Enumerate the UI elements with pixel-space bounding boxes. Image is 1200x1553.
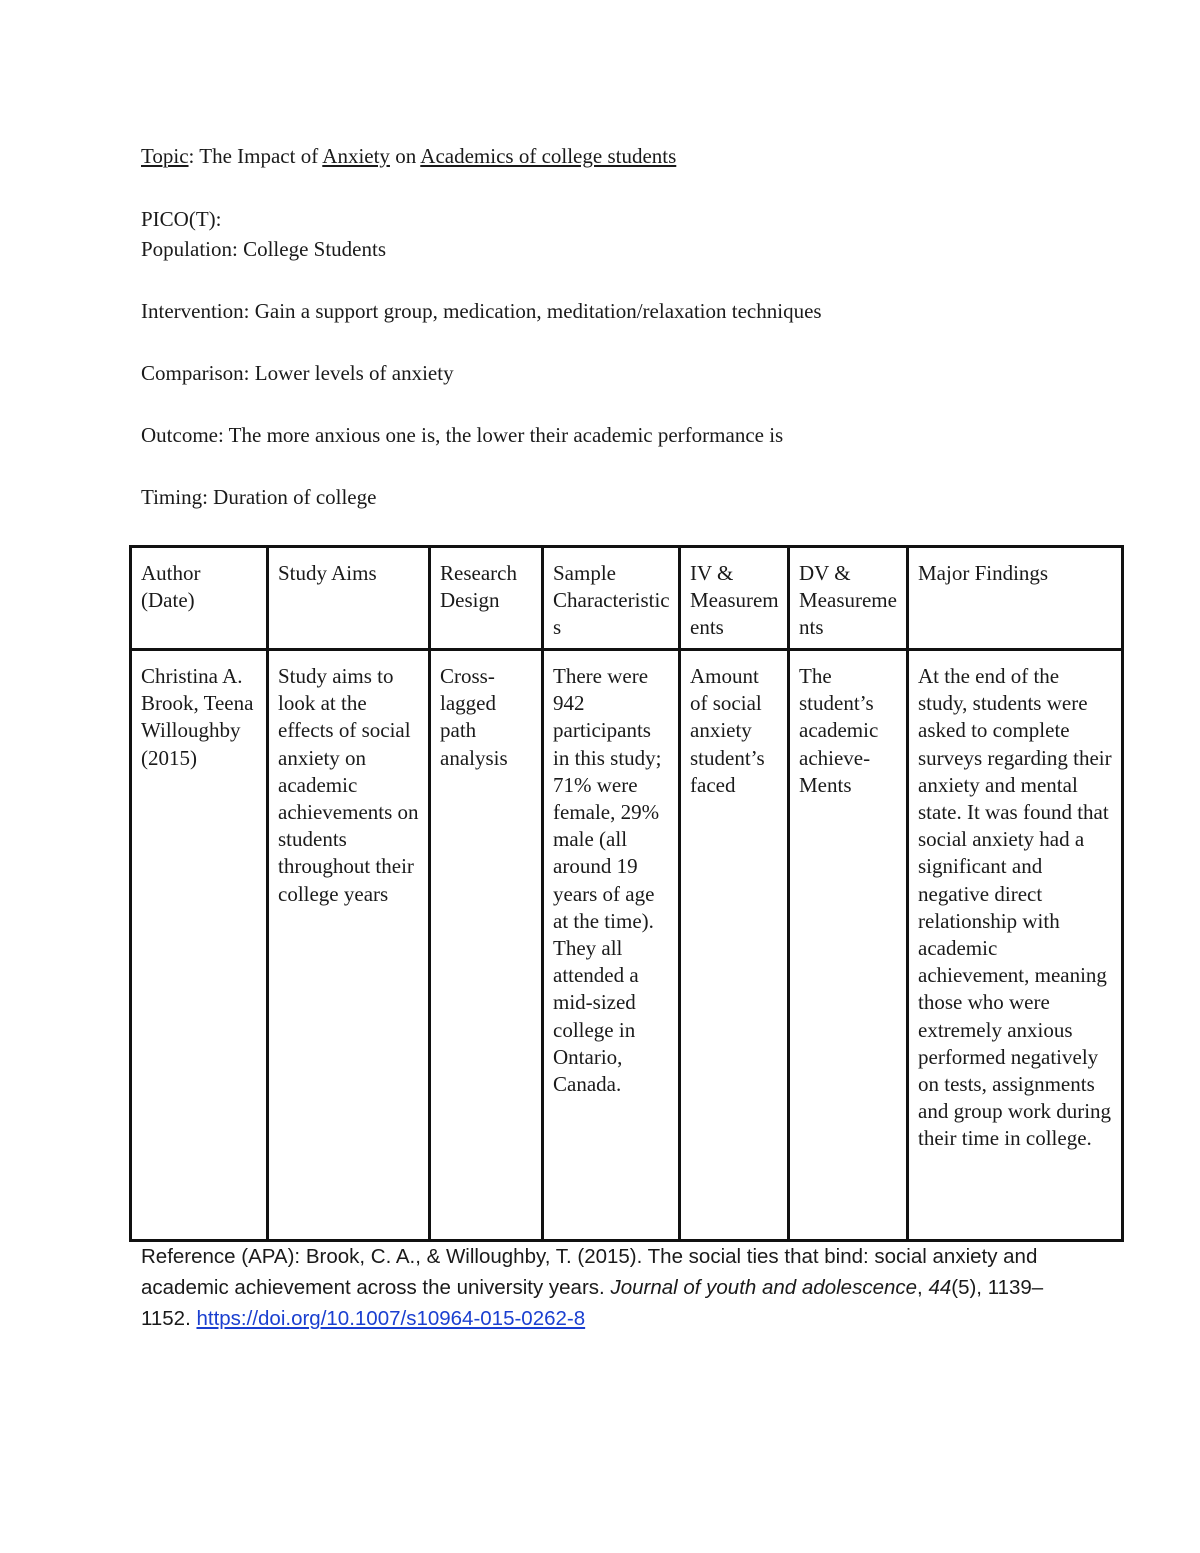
doi-link[interactable]: https://doi.org/10.1007/s10964-015-0262-8 <box>196 1307 586 1330</box>
cell-sample-characteristics: There were 942 participants in this study; 71% were female, 29% male (all around 19 years of age at the time). They all attended a mid-sized college in Ontario, Canada. <box>543 650 680 1241</box>
reference-text: Reference (APA): Brook, C. A., & Willoughby, T. (2015). The social ties that bind: social anxiety and academic achievement across the university years. <box>141 1245 1038 1299</box>
cell-study-aims: Study aims to look at the effects of social anxiety on academic achievements on students throughout their college years <box>268 650 430 1241</box>
topic-on: on <box>389 144 421 168</box>
header-research-design: Research Design <box>430 547 543 650</box>
cell-iv-measurements: Amount of social anxiety student’s faced <box>680 650 789 1241</box>
topic-academics: Academics of college students <box>420 144 677 168</box>
outcome-line: Outcome: The more anxious one is, the lower their academic performance is <box>141 423 784 447</box>
cell-author: Christina A. Brook, Teena Willoughby (2015) <box>131 650 268 1241</box>
literature-table <box>129 545 1124 1242</box>
cell-major-findings: At the end of the study, students were asked to complete surveys regarding their anxiety and mental state. It was found that social anxiety had a significant and negative direct relationship with academic achievement, meaning those who were extremely anxious performed negatively on tests, assignments and group work during their time in college. <box>908 650 1123 1241</box>
reference-paragraph <box>141 1241 1071 1334</box>
reference-issue-pages: (5), 1139–1152. <box>141 1276 1044 1330</box>
reference-sep: , <box>917 1276 929 1299</box>
header-study-aims: Study Aims <box>268 547 430 650</box>
header-major-findings: Major Findings <box>908 547 1123 650</box>
header-author: Author (Date) <box>131 547 268 650</box>
topic-label: Topic <box>141 144 189 168</box>
pico-heading: PICO(T): <box>141 207 222 231</box>
topic-text: : The Impact of <box>188 144 323 168</box>
reference-volume: 44 <box>928 1276 952 1299</box>
header-dv-measurements: DV & Measurements <box>789 547 908 650</box>
table-row <box>131 650 1123 1241</box>
population-line: Population: College Students <box>141 237 386 261</box>
table-header-row <box>131 547 1123 650</box>
topic-line <box>141 143 676 169</box>
reference-journal: Journal of youth and adolescence <box>610 1276 918 1299</box>
topic-anxiety: Anxiety <box>322 144 390 168</box>
header-iv-measurements: IV & Measurements <box>680 547 789 650</box>
header-sample-characteristics: Sample Characteristics <box>543 547 680 650</box>
comparison-line: Comparison: Lower levels of anxiety <box>141 361 454 385</box>
cell-dv-measurements: The student’s academic achieve-Ments <box>789 650 908 1241</box>
timing-line: Timing: Duration of college <box>141 485 377 509</box>
cell-research-design: Cross-lagged path analysis <box>430 650 543 1241</box>
intervention-line: Intervention: Gain a support group, medication, meditation/relaxation techniques <box>141 299 822 323</box>
